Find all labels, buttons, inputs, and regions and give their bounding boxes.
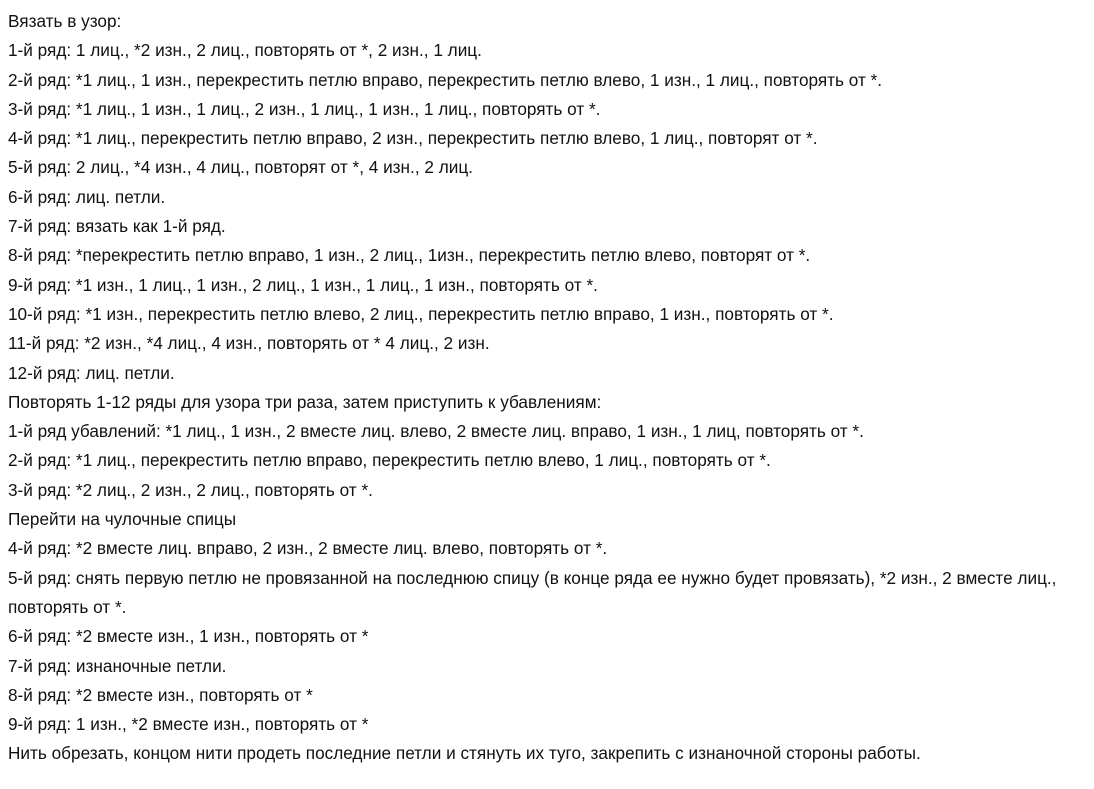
pattern-row-10: 10-й ряд: *1 изн., перекрестить петлю влево, 2 лиц., перекрестить петлю вправо, 1 изн., повторять от *.: [8, 303, 834, 324]
pattern-row-1: 1-й ряд: 1 лиц., *2 изн., 2 лиц., повторять от *, 2 изн., 1 лиц.: [8, 40, 482, 61]
pattern-row-6: 6-й ряд: лиц. петли.: [8, 186, 166, 207]
decrease-row-3: 3-й ряд: *2 лиц., 2 изн., 2 лиц., повторять от *.: [8, 479, 373, 500]
pattern-row-12: 12-й ряд: лиц. петли.: [8, 362, 175, 383]
decrease-row-7: 7-й ряд: изнаночные петли.: [8, 655, 227, 676]
decrease-row-6: 6-й ряд: *2 вместе изн., 1 изн., повторять от *: [8, 626, 369, 647]
pattern-row-3: 3-й ряд: *1 лиц., 1 изн., 1 лиц., 2 изн., 1 лиц., 1 изн., 1 лиц., повторять от *.: [8, 98, 601, 119]
finishing-instruction: Нить обрезать, концом нити продеть последние петли и стянуть их туго, закрепить с изнаночной стороны работы.: [8, 743, 921, 764]
decrease-row-1: 1-й ряд убавлений: *1 лиц., 1 изн., 2 вместе лиц. влево, 2 вместе лиц. вправо, 1 изн., 1 лиц, повторять от *.: [8, 421, 864, 442]
repeat-instruction: Повторять 1-12 ряды для узора три раза, затем приступить к убавлениям:: [8, 391, 602, 412]
pattern-row-7: 7-й ряд: вязать как 1-й ряд.: [8, 216, 226, 237]
decrease-row-9: 9-й ряд: 1 изн., *2 вместе изн., повторять от *: [8, 714, 369, 735]
pattern-row-5: 5-й ряд: 2 лиц., *4 изн., 4 лиц., повторят от *, 4 изн., 2 лиц.: [8, 157, 473, 178]
decrease-row-4: 4-й ряд: *2 вместе лиц. вправо, 2 изн., 2 вместе лиц. влево, повторять от *.: [8, 538, 608, 559]
pattern-row-11: 11-й ряд: *2 изн., *4 лиц., 4 изн., повторять от * 4 лиц., 2 изн.: [8, 333, 490, 354]
decrease-row-8: 8-й ряд: *2 вместе изн., повторять от *: [8, 684, 313, 705]
pattern-row-9: 9-й ряд: *1 изн., 1 лиц., 1 изн., 2 лиц., 1 изн., 1 лиц., 1 изн., повторять от *.: [8, 274, 598, 295]
pattern-row-8: 8-й ряд: *перекрестить петлю вправо, 1 изн., 2 лиц., 1изн., перекрестить петлю влево, повторят от *.: [8, 245, 811, 266]
pattern-row-4: 4-й ряд: *1 лиц., перекрестить петлю вправо, 2 изн., перекрестить петлю влево, 1 лиц., повторят от *.: [8, 128, 818, 149]
decrease-row-2: 2-й ряд: *1 лиц., перекрестить петлю вправо, перекрестить петлю влево, 1 лиц., повторять от *.: [8, 450, 771, 471]
pattern-row-2: 2-й ряд: *1 лиц., 1 изн., перекрестить петлю вправо, перекрестить петлю влево, 1 изн., 1 лиц., повторять от *.: [8, 69, 883, 90]
switch-needles-note: Перейти на чулочные спицы: [8, 509, 237, 530]
decrease-row-5: 5-й ряд: снять первую петлю не провязанной на последнюю спицу (в конце ряда ее нужно будет провязать), *2 изн., 2 вместе лиц., повторять от *.: [8, 567, 1057, 617]
intro-heading: Вязать в узор:: [8, 11, 122, 31]
